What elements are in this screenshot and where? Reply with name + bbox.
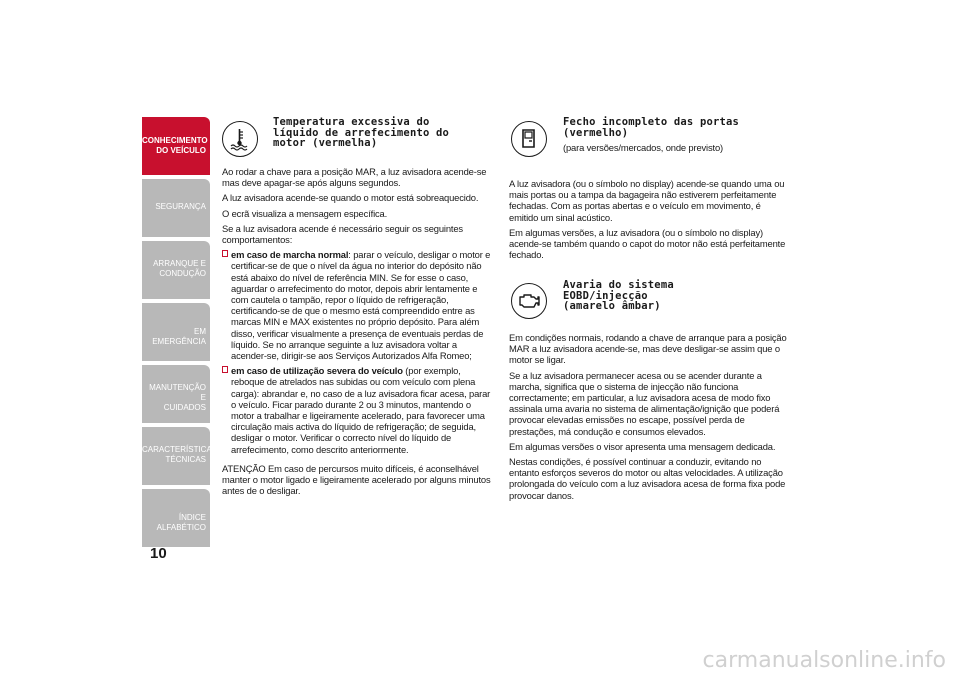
left-column-body [222, 166, 494, 500]
paragraph: Se a luz avisadora permanecer acesa ou se acender durante a marcha, significa que o sistema de injecção não funciona correctamente; em particular, a luz avisadora acesa de modo fixo assinala uma avaria no sistema de alimentação/ignição que poderá provocar elevadas emissões no escape, possível perda de prestações, má condução e consumos elevados. [509, 369, 780, 437]
tab-indice-alfabetico[interactable] [142, 489, 210, 547]
tab-label-line1: CARACTERÍSTICAS [142, 445, 218, 454]
paragraph: A luz avisadora acende-se quando o motor está sobreaquecido. [222, 192, 479, 204]
right-column-body-2 [509, 332, 787, 505]
right-column-body-1 [509, 178, 787, 264]
heading-line: líquido de arrefecimento do [273, 126, 450, 139]
paragraph: A luz avisadora (ou o símbolo no display) acende-se quando uma ou mais portas ou a tampa da bagageira não estiverem perfeitamente fechadas. Com as portas abertas e o veículo em movimento, é emitido um sinal acústico. [509, 178, 785, 223]
tab-arranque-e-conducao[interactable] [142, 241, 210, 299]
bullet-text: (por exemplo, reboque de atrelados nas subidas ou com veículo com plena carga): abrandar e, no caso de a luz avisadora ficar acesa, parar o veículo. Ficar parado durante 2 ou 3 minutos, mantendo o motor a trabalhar e ligeiramente acelerado, para favorecer uma circulação mais activa do líquido de refrigeração; de seguida, desligar o motor. Verificar o correcto nível do líquido de arrefecimento, como descrito anteriormente. [231, 365, 491, 455]
door-warning-subtitle: (para versões/mercados, onde previsto) [563, 142, 724, 153]
bullet-label: em caso de utilização severa do veículo [231, 365, 403, 377]
paragraph: Nestas condições, é possível continuar a conduzir, evitando no entanto esforços severos do motor ou altas velocidades. A utilização prolongada do veículo com a luz avisadora acesa de forma fixa pode provocar danos. [509, 456, 786, 501]
tab-label-line1: MANUTENÇÃO E [149, 383, 206, 402]
tab-em-emergencia[interactable] [142, 303, 210, 361]
heading-line: (amarelo âmbar) [563, 300, 661, 312]
checkbox-bullet-icon [222, 250, 228, 257]
bullet-item [222, 249, 494, 361]
tab-label-line1: ARRANQUE E [153, 259, 206, 268]
checkbox-bullet-icon [222, 366, 228, 373]
heading-line: Temperatura excessiva do [273, 116, 430, 128]
paragraph: Em condições normais, rodando a chave de arranque para a posição MAR a luz avisadora acende-se, mas deve desligar-se assim que o motor se ligar. [509, 332, 787, 366]
tab-label-line2: CONDUÇÃO [159, 269, 206, 278]
door-open-icon [511, 121, 547, 157]
paragraph: O ecrã visualiza a mensagem específica. [222, 207, 388, 219]
tab-caracteristicas-tecnicas[interactable] [142, 427, 218, 485]
bullet-label: em caso de marcha normal [231, 249, 349, 261]
bullet-item [222, 365, 494, 455]
heading-line: Avaria do sistema [563, 279, 674, 291]
tab-seguranca[interactable] [142, 179, 210, 237]
tab-label-line2: CUIDADOS [163, 403, 206, 412]
tab-label-line1: ÍNDICE ALFABÉTICO [156, 513, 206, 532]
tab-label-line1: EM EMERGÊNCIA [152, 327, 206, 346]
heading-line: Fecho incompleto das portas [563, 116, 740, 128]
heading-line: motor (vermelha) [273, 137, 378, 149]
tab-label-line2: DO VEÍCULO [156, 146, 206, 155]
eobd-warning-heading [563, 280, 793, 312]
paragraph: Se a luz avisadora acende é necessário seguir os seguintes comportamentos: [222, 222, 463, 246]
tab-label-line1: SEGURANÇA [155, 202, 206, 211]
coolant-warning-heading [273, 117, 493, 149]
bullet-text: : parar o veículo, desligar o motor e certificar-se de que o nível da água no interior do depósito não está abaixo do nível de referência MIN. Se for esse o caso, aguardar o arrefecimento do motor, depois abrir lentamente e com cautela o tampão, repor o líquido de refrigeração, certificando-se de que o mesmo está compreendido entre as marcas MIN e MAX existentes no próprio depósito. Para além disso, verificar visualmente a presença de eventuais perdas de líquido. Se no arranque seguinte a luz avisadora voltar a acender-se, dirigir-se aos Serviços Autorizados Alfa Romeo; [231, 249, 491, 362]
paragraph: Em algumas versões, a luz avisadora (ou o símbolo no display) acende-se também quando o capot do motor não está perfeitamente fechado. [509, 226, 786, 261]
paragraph: ATENÇÃO Em caso de percursos muito difíceis, é aconselhável manter o motor ligado e ligeiramente acelerado por alguns minutos antes de o desligar. [222, 462, 491, 497]
tab-manutencao-e-cuidados[interactable] [142, 365, 210, 423]
tab-label-line1: CONHECIMENTO [142, 136, 208, 145]
heading-line: EOBD/injecção [563, 289, 648, 302]
heading-line: (vermelho) [563, 126, 629, 139]
tab-conhecimento-do-veiculo[interactable] [142, 117, 210, 175]
paragraph: Ao rodar a chave para a posição MAR, a luz avisadora acende-se mas deve apagar-se após alguns segundos. [222, 166, 487, 189]
door-warning-heading [563, 117, 793, 138]
page-number: 10 [150, 545, 167, 562]
coolant-temperature-icon [222, 121, 258, 157]
tab-label-line2: TÉCNICAS [165, 455, 206, 464]
engine-check-icon [511, 283, 547, 319]
paragraph: Em algumas versões o visor apresenta uma mensagem dedicada. [509, 440, 776, 452]
watermark: carmanualsonline.info [702, 648, 946, 673]
